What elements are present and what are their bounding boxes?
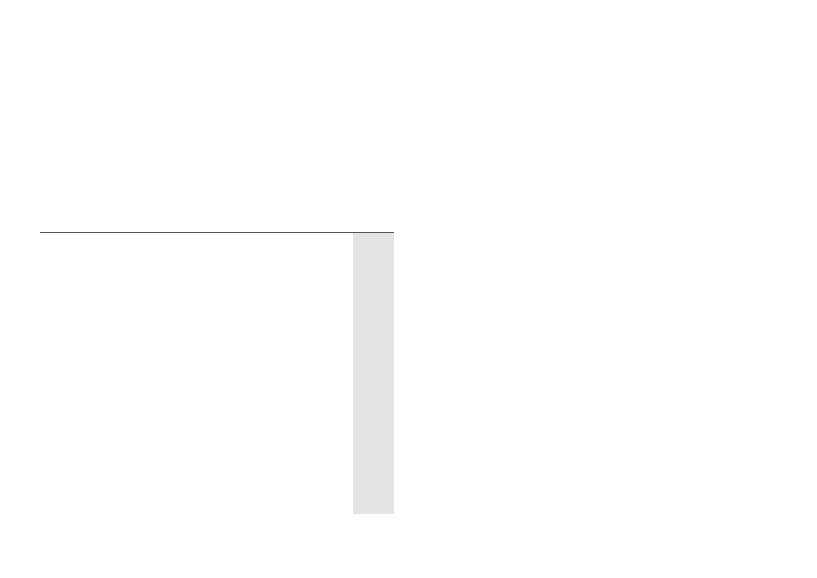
equity-heading (40, 207, 67, 222)
table-top-rule (40, 232, 394, 233)
taxation-policy-text (40, 54, 762, 55)
taxation-heading (40, 29, 67, 44)
current-year-column-shading (353, 232, 394, 514)
